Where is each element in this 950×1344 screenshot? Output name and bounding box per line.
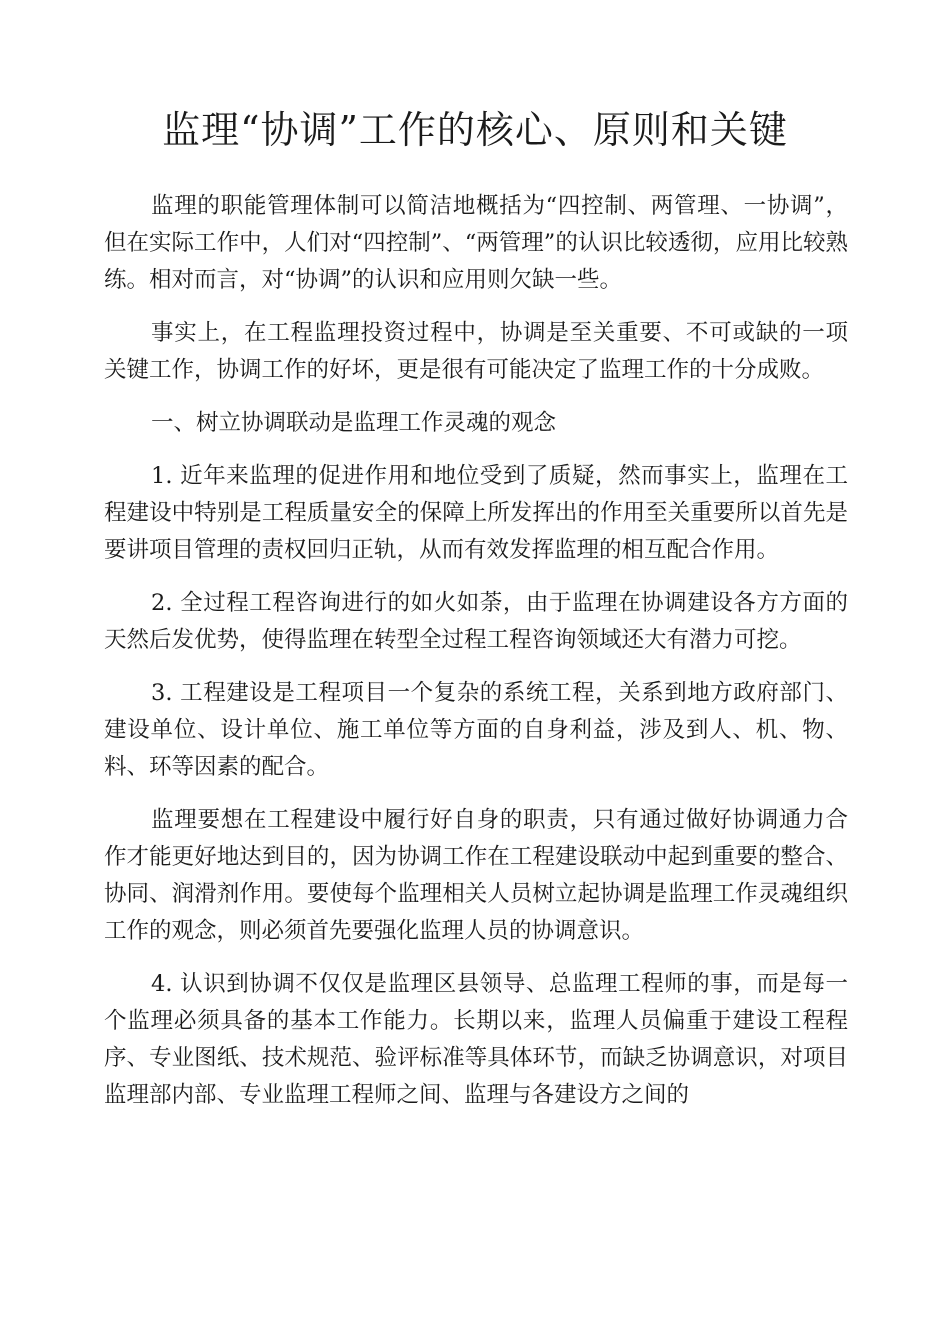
document-body (104, 188, 848, 1130)
paragraph-point-1: 1. 近年来监理的促进作用和地位受到了质疑，然而事实上，监理在工程建设中特别是工程质量安全的保障上所发挥出的作用至关重要所以首先是要讲项目管理的责权回归正轨，从而有效发挥监理的相互配合作用。 (104, 463, 848, 563)
paragraph-importance: 事实上，在工程监理投资过程中，协调是至关重要、不可或缺的一项关键工作，协调工作的好坏，更是很有可能决定了监理工作的十分成败。 (104, 320, 848, 383)
paragraph-intro: 监理的职能管理体制可以简洁地概括为“四控制、两管理、一协调”，但在实际工作中，人们对“四控制”、“两管理”的认识比较透彻，应用比较熟练。相对而言，对“协调”的认识和应用则欠缺一些。 (104, 193, 848, 293)
paragraph-point-4: 4. 认识到协调不仅仅是监理区县领导、总监理工程师的事，而是每一个监理必须具备的基本工作能力。长期以来，监理人员偏重于建设工程程序、专业图纸、技术规范、验评标准等具体环节，而缺乏协调意识，对项目监理部内部、专业监理工程师之间、监理与各建设方之间的 (104, 971, 848, 1108)
page-title: 监理“协调”工作的核心、原则和关键 (162, 108, 788, 152)
paragraph-point-3: 3. 工程建设是工程项目一个复杂的系统工程，关系到地方政府部门、建设单位、设计单位、施工单位等方面的自身利益，涉及到人、机、物、料、环等因素的配合。 (104, 680, 848, 780)
section-heading-1: 一、树立协调联动是监理工作灵魂的观念 (151, 410, 557, 436)
paragraph-coordination-role: 监理要想在工程建设中履行好自身的职责，只有通过做好协调通力合作才能更好地达到目的，因为协调工作在工程建设联动中起到重要的整合、协同、润滑剂作用。要使每个监理相关人员树立起协调是监理工作灵魂组织工作的观念，则必须首先要强化监理人员的协调意识。 (104, 807, 848, 944)
paragraph-point-2: 2. 全过程工程咨询进行的如火如荼，由于监理在协调建设各方方面的天然后发优势，使得监理在转型全过程工程咨询领域还大有潜力可挖。 (104, 590, 848, 653)
